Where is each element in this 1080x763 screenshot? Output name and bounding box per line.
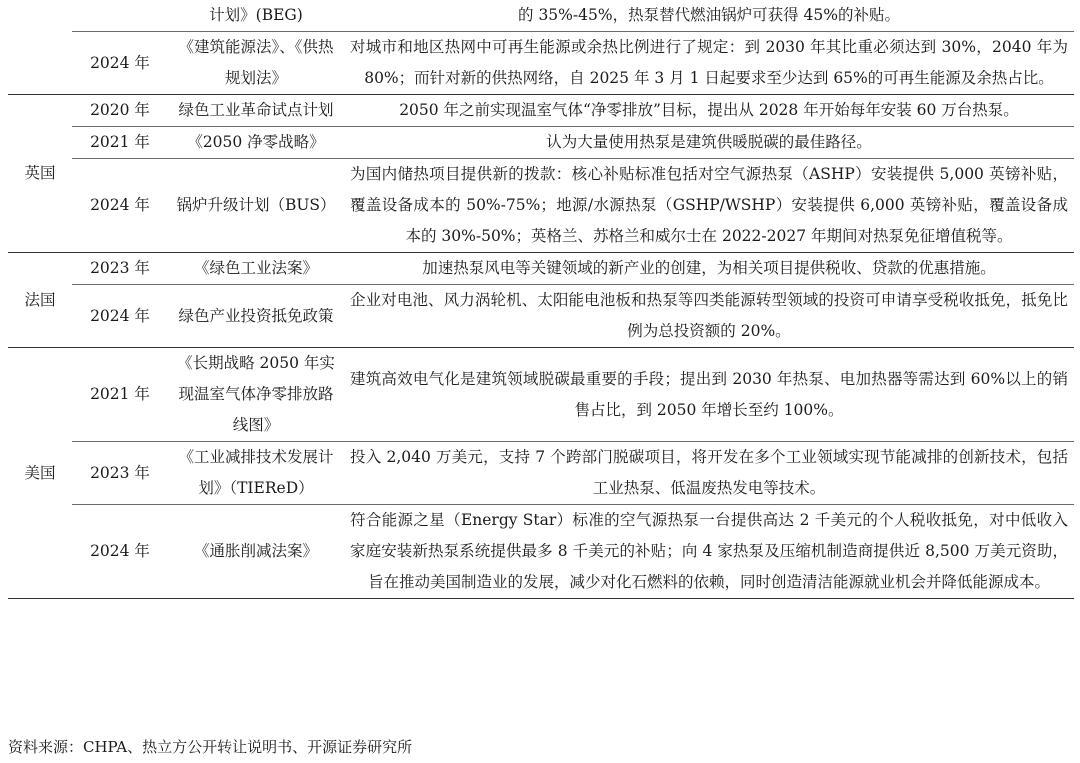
year-cell: 2021 年: [72, 127, 168, 159]
year-cell: 2020 年: [72, 95, 168, 127]
policy-cell: 《绿色工业法案》: [168, 253, 344, 285]
year-cell: 2024 年: [72, 505, 168, 599]
policy-cell: 锅炉升级计划（BUS）: [168, 159, 344, 253]
year-cell: 2023 年: [72, 442, 168, 505]
year-cell: 2024 年: [72, 285, 168, 348]
table-row: [8, 285, 1074, 348]
content-cell: 认为大量使用热泵是建筑供暖脱碳的最佳路径。: [344, 127, 1074, 159]
content-cell: 建筑高效电气化是建筑领域脱碳最重要的手段；提出到 2030 年热泵、电加热器等需达到 60%以上的销售占比，到 2050 年增长至约 100%。: [344, 348, 1074, 442]
table-row: [8, 442, 1074, 505]
policy-table: [8, 0, 1074, 599]
table-row: [8, 253, 1074, 285]
content-cell: 符合能源之星（Energy Star）标准的空气源热泵一台提供高达 2 千美元的个人税收抵免，对中低收入家庭安装新热泵系统提供最多 8 千美元的补贴；向 4 家热泵及压缩机制造商提供近 8,500 万美元资助，旨在推动美国制造业的发展，减少对化石燃料的依赖，同时创造清洁能源就业机会并降低能源成本。: [344, 505, 1074, 599]
content-cell: 加速热泵风电等关键领域的新产业的创建，为相关项目提供税收、贷款的优惠措施。: [344, 253, 1074, 285]
table-row: [8, 0, 1074, 32]
table-row: [8, 127, 1074, 159]
content-cell: 为国内储热项目提供新的拨款：核心补贴标准包括对空气源热泵（ASHP）安装提供 5,000 英镑补贴，覆盖设备成本的 50%-75%；地源/水源热泵（GSHP/WSHP）安装提供 6,000 英镑补贴，覆盖设备成本的 30%-50%；英格兰、苏格兰和威尔士在 2022-2027 年期间对热泵免征增值税等。: [344, 159, 1074, 253]
year-cell: 2024 年: [72, 32, 168, 95]
country-cell: 英国: [8, 95, 72, 253]
country-cell: 美国: [8, 348, 72, 599]
policy-cell: 《长期战略 2050 年实现温室气体净零排放路线图》: [168, 348, 344, 442]
content-cell: 2050 年之前实现温室气体“净零排放”目标，提出从 2028 年开始每年安装 60 万台热泵。: [344, 95, 1074, 127]
policy-cell: 《通胀削减法案》: [168, 505, 344, 599]
content-cell: 投入 2,040 万美元，支持 7 个跨部门脱碳项目，将开发在多个工业领域实现节能减排的创新技术，包括工业热泵、低温废热发电等技术。: [344, 442, 1074, 505]
policy-cell: 《工业减排技术发展计划》（TIEReD）: [168, 442, 344, 505]
policy-cell: 绿色工业革命试点计划: [168, 95, 344, 127]
policy-cell: 绿色产业投资抵免政策: [168, 285, 344, 348]
year-cell: 2024 年: [72, 159, 168, 253]
table-row: [8, 159, 1074, 253]
table-row: [8, 32, 1074, 95]
table-row: [8, 348, 1074, 442]
policy-cell: 《2050 净零战略》: [168, 127, 344, 159]
year-cell: 2023 年: [72, 253, 168, 285]
content-cell: 企业对电池、风力涡轮机、太阳能电池板和热泵等四类能源转型领域的投资可申请享受税收抵免，抵免比例为总投资额的 20%。: [344, 285, 1074, 348]
country-cell: 法国: [8, 253, 72, 348]
policy-cell: 《建筑能源法》、《供热规划法》: [168, 32, 344, 95]
country-cell: [8, 0, 72, 95]
table-row: [8, 95, 1074, 127]
content-cell: 的 35%-45%，热泵替代燃油锅炉可获得 45%的补贴。: [344, 0, 1074, 32]
year-cell: 2021 年: [72, 348, 168, 442]
policy-cell: 计划》(BEG): [168, 0, 344, 32]
year-cell: [72, 0, 168, 32]
content-cell: 对城市和地区热网中可再生能源或余热比例进行了规定：到 2030 年其比重必须达到 30%，2040 年为 80%；而针对新的供热网络，自 2025 年 3 月 1 日起要求至少达到 65%的可再生能源及余热占比。: [344, 32, 1074, 95]
table-row: [8, 505, 1074, 599]
source-note: 资料来源：CHPA、热立方公开转让说明书、开源证券研究所: [8, 738, 413, 756]
